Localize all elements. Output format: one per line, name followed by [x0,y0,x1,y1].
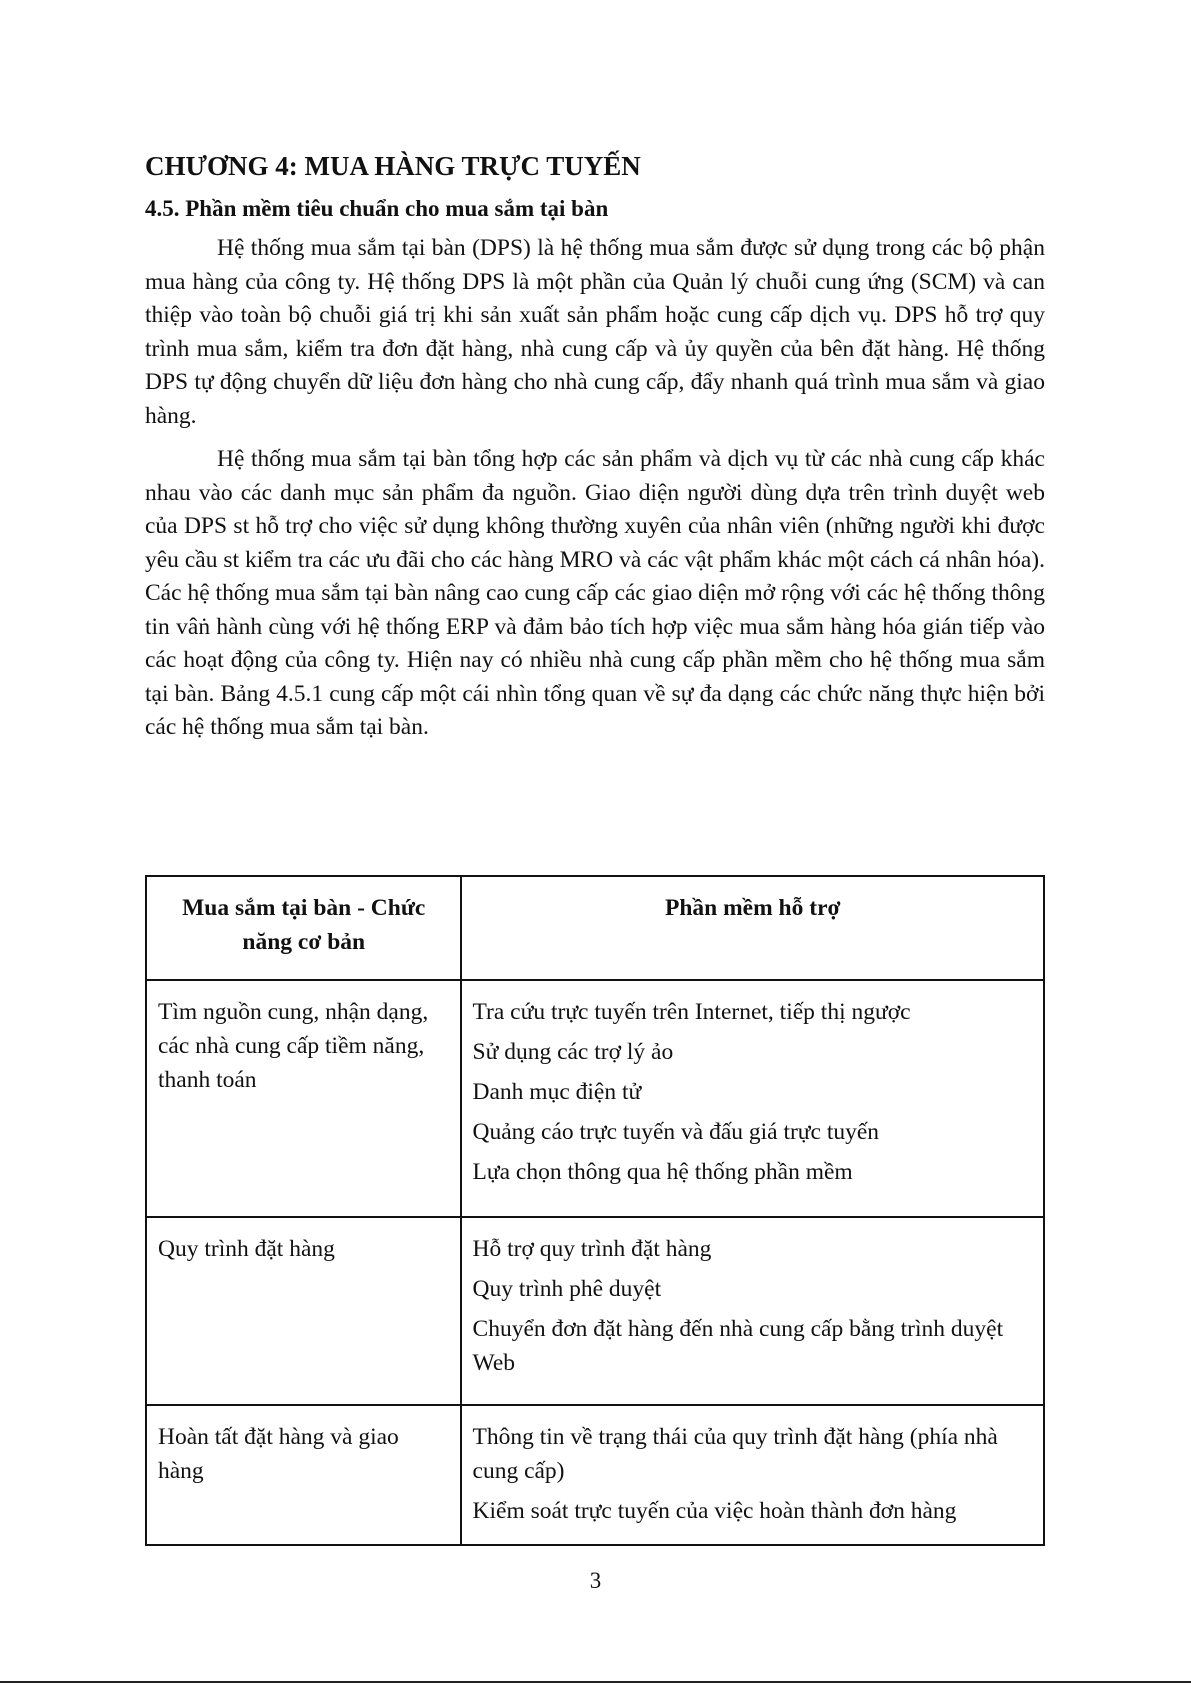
software-item: Quảng cáo trực tuyến và đấu giá trực tuyến [472,1119,880,1145]
body-paragraph: Hệ thống mua sắm tại bàn tổng hợp các sản phẩm và dịch vụ từ các nhà cung cấp khác nhau vào các danh mục sản phẩm đa nguồn. Giao diện người dùng dựa trên trình duyệt web của DPS st hỗ trợ cho việc sử dụng không thường xuyên của nhân viên (những người khi được yêu cầu st kiểm tra các ưu đãi cho các hàng MRO và các vật phẩm khác một cách cá nhân hóa). Các hệ thống mua sắm tại bàn nâng cao cung cấp các giao diện mở rộng với các hệ thống thông tin vâṅ hành cùng với hệ thống ERP và đảm bảo tích hợp việc mua sắm hàng hóa gián tiếp vào các hoạt động của công ty. Hiện nay có nhiều nhà cung cấp phần mềm cho hệ thống mua sắm tại bàn. Bảng 4.5.1 cung cấp một cái nhìn tổng quan về sự đa dạng các chức năng thực hiện bởi các hệ thống mua sắm tại bàn. [145,446,1045,740]
table-row [146,1217,1044,1405]
table-header-function: Mua sắm tại bàn - Chức năng cơ bản [146,876,461,980]
software-cell [461,1405,1044,1545]
software-item: Chuyển đơn đặt hàng đến nhà cung cấp bằng trình duyệt Web [472,1316,1004,1376]
table-header-row [146,876,1044,980]
software-item: Hỗ trợ quy trình đặt hàng [472,1236,712,1262]
bottom-divider [0,1681,1191,1683]
chapter-title: CHƯƠNG 4: MUA HÀNG TRỰC TUYẾN [145,151,641,181]
section-heading: 4.5. Phần mềm tiêu chuẩn cho mua sắm tại bàn [145,196,609,221]
software-item: Quy trình phê duyệt [472,1276,662,1302]
software-item: Lựa chọn thông qua hệ thống phần mềm [472,1159,853,1185]
body-paragraph: Hệ thống mua sắm tại bàn (DPS) là hệ thống mua sắm được sử dụng trong các bộ phận mua hàng của công ty. Hệ thống DPS là một phần của Quản lý chuỗi cung ứng (SCM) và can thiệp vào toàn bộ chuỗi giá trị khi sản xuất sản phẩm hoặc cung cấp dịch vụ. DPS hỗ trợ quy trình mua sắm, kiểm tra đơn đặt hàng, nhà cung cấp và ủy quyền của bên đặt hàng. Hệ thống DPS tự động chuyển dữ liệu đơn hàng cho nhà cung cấp, đẩy nhanh quá trình mua sắm và giao hàng. [145,235,1045,429]
software-cell [461,980,1044,1217]
table-row [146,980,1044,1217]
function-cell: Hoàn tất đặt hàng và giao hàng [146,1405,461,1545]
software-item: Tra cứu trực tuyến trên Internet, tiếp thị ngược [472,999,911,1025]
table-row [146,1405,1044,1545]
software-item: Danh mục điện tử [472,1079,642,1105]
software-cell [461,1217,1044,1405]
page-number: 3 [589,1568,602,1593]
function-cell: Quy trình đặt hàng [146,1217,461,1405]
software-item: Sử dụng các trợ lý ảo [472,1039,674,1065]
function-cell: Tìm nguồn cung, nhận dạng, các nhà cung cấp tiềm năng, thanh toán [146,980,461,1217]
feature-table [145,875,1045,1546]
software-item: Kiểm soát trực tuyến của việc hoàn thành đơn hàng [472,1498,957,1524]
software-item: Thông tin về trạng thái của quy trình đặt hàng (phía nhà cung cấp) [472,1424,998,1484]
table-header-software: Phần mềm hỗ trợ [461,876,1044,980]
